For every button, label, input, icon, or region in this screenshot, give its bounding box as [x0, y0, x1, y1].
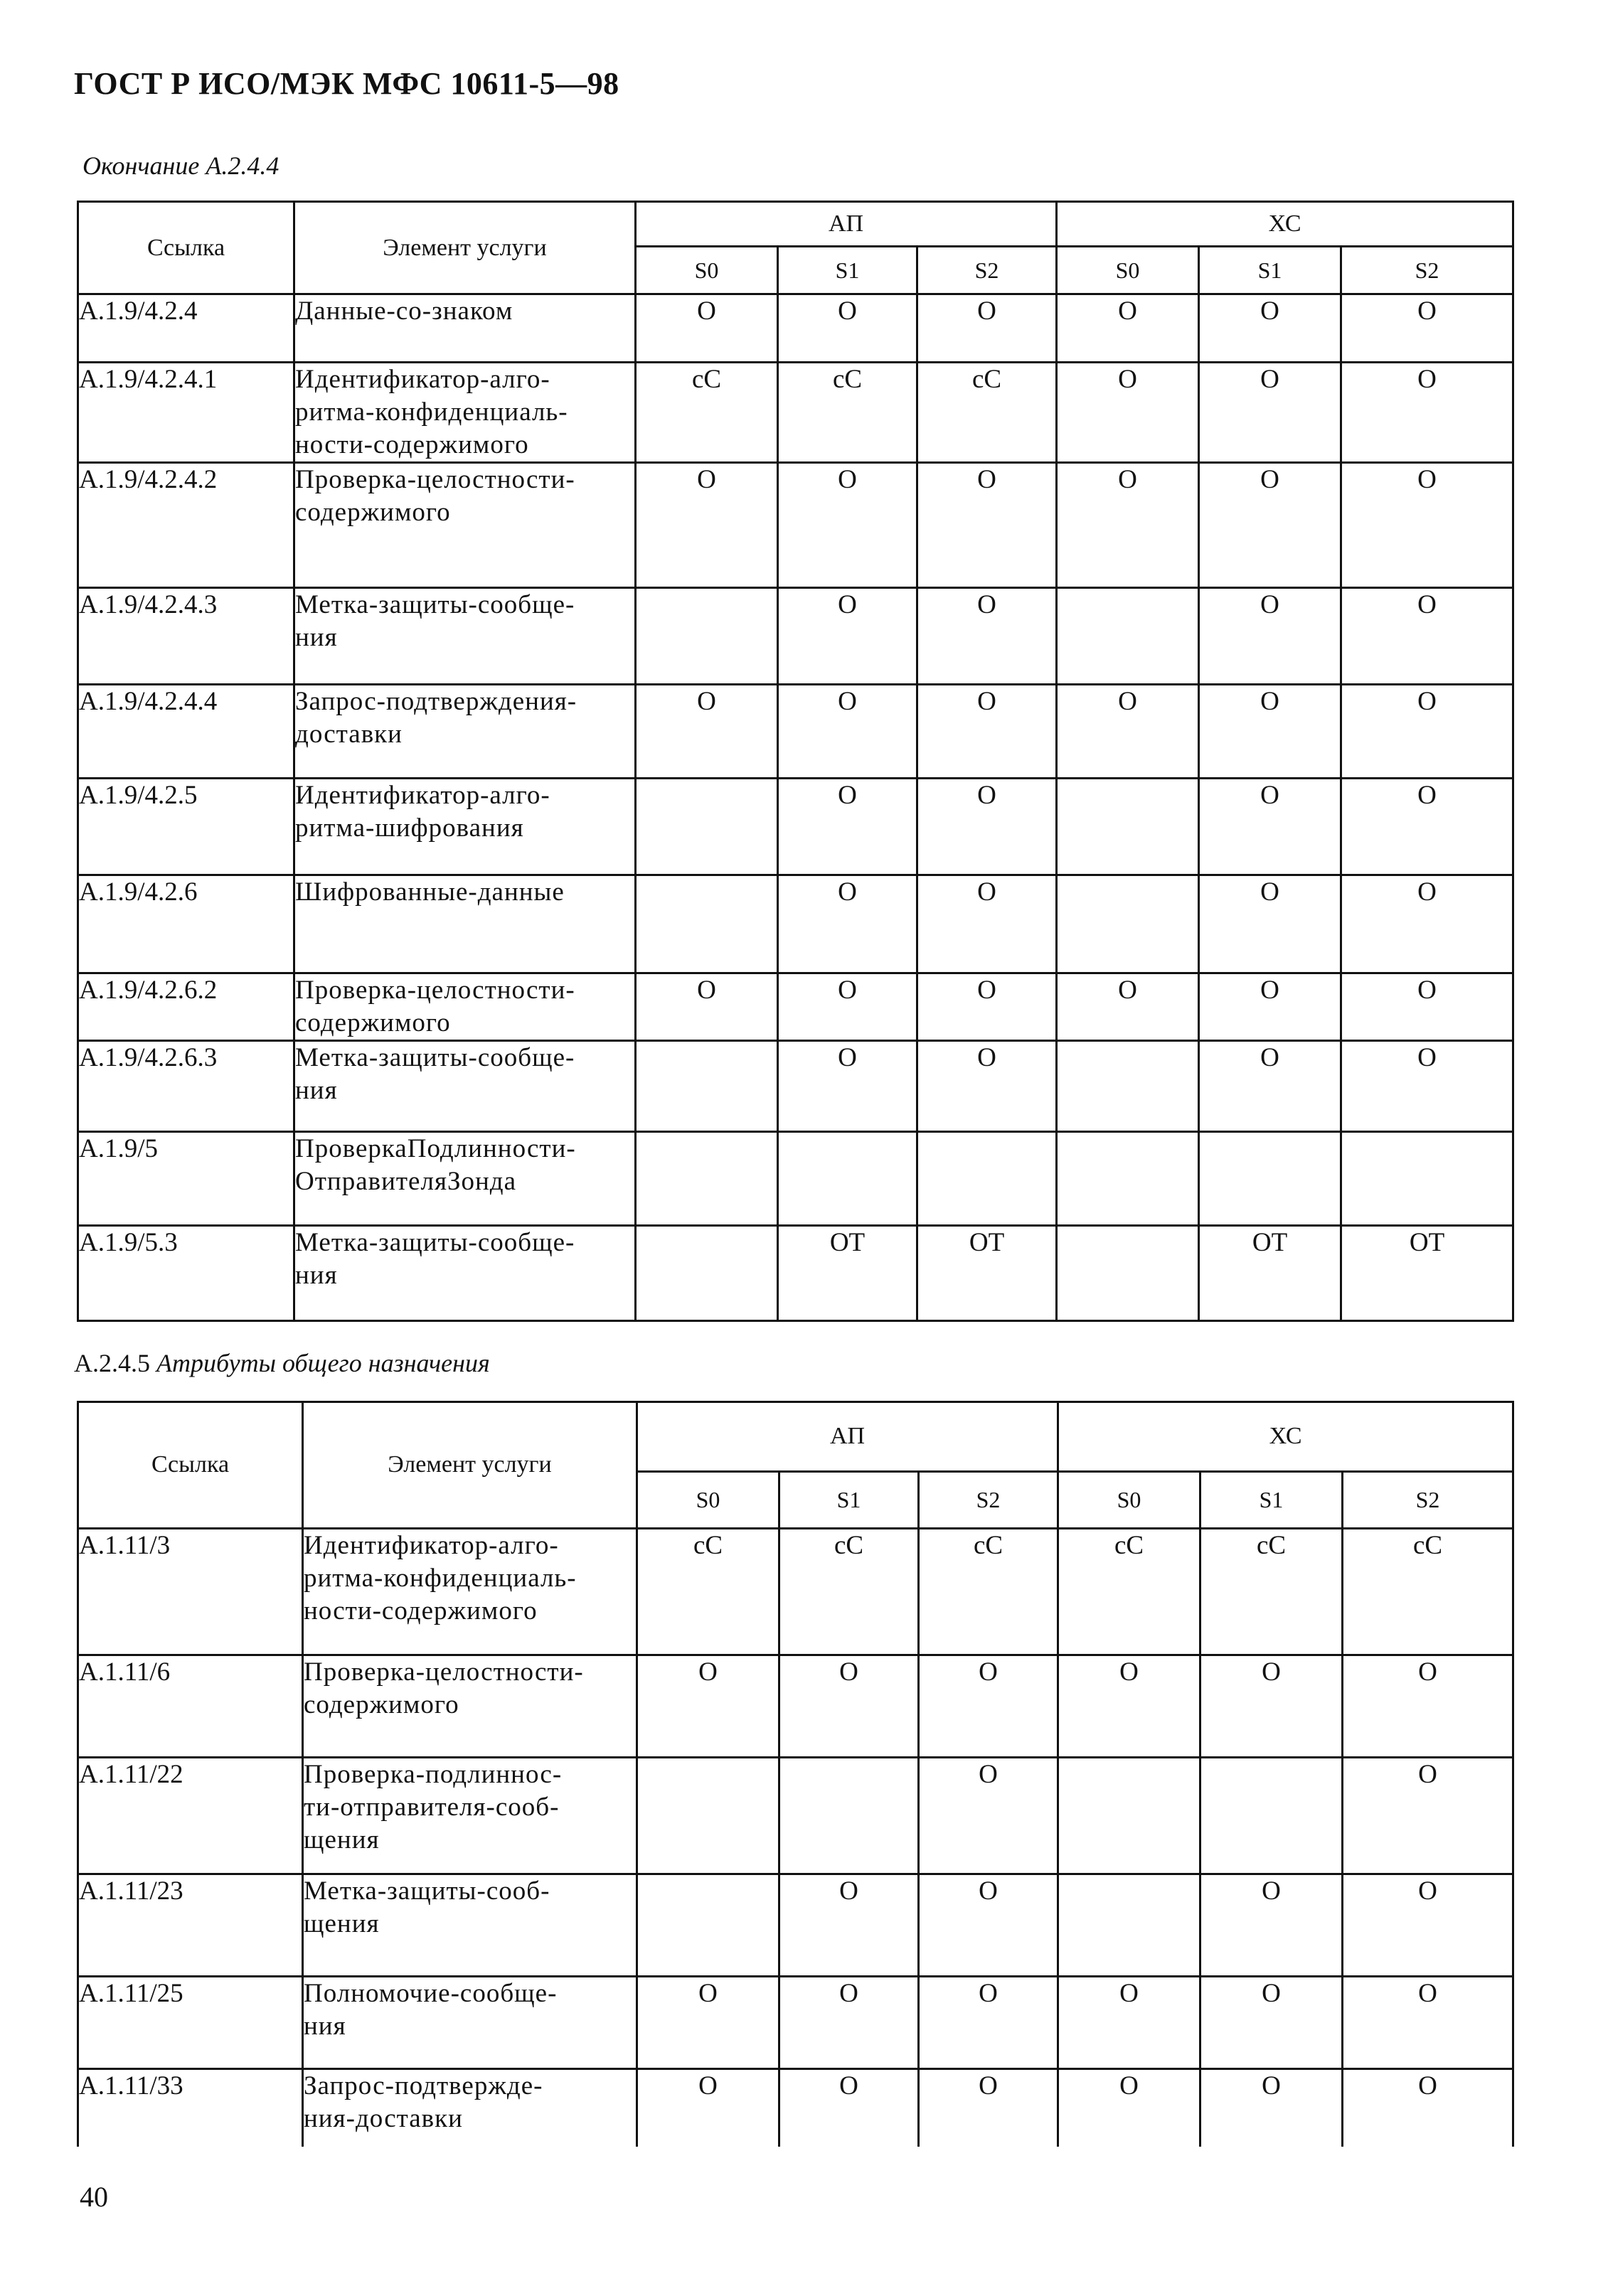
value-cell-xc-s2: O: [1341, 363, 1513, 463]
table-row: [78, 779, 1513, 875]
value-cell-ap-s0: [636, 779, 778, 875]
column-header-ap-s2: S2: [919, 1471, 1058, 1528]
value-cell-ap-s2: cC: [919, 1528, 1058, 1655]
table-row: [78, 588, 1513, 685]
value-cell-xc-s1: O: [1200, 1976, 1343, 2068]
service-element-line: ния: [295, 623, 338, 652]
value-cell-ap-s0: [636, 875, 778, 973]
column-header-element: Элемент услуги: [294, 202, 636, 294]
page-number: 40: [80, 2181, 108, 2213]
value-cell-xc-s1: [1200, 1757, 1343, 1874]
value-cell-ap-s0: O: [636, 463, 778, 588]
value-cell-ap-s1: O: [779, 1655, 919, 1757]
service-element-cell: [294, 973, 636, 1041]
column-header-xc-s1: S1: [1200, 1471, 1343, 1528]
reference-cell: А.1.9/4.2.6.2: [78, 973, 294, 1041]
value-cell-ap-s2: cC: [917, 363, 1057, 463]
value-cell-xc-s0: [1057, 1132, 1199, 1226]
column-header-ref: Ссылка: [78, 202, 294, 294]
service-element-line: щения: [304, 1908, 380, 1938]
value-cell-xc-s0: O: [1058, 1655, 1200, 1757]
service-element-cell: [294, 779, 636, 875]
value-cell-ap-s1: OT: [778, 1226, 917, 1321]
value-cell-xc-s2: O: [1341, 1041, 1513, 1132]
reference-cell: А.1.11/22: [78, 1757, 303, 1874]
service-element-line: Проверка-целостности-: [304, 1657, 584, 1687]
service-element-cell: [303, 1757, 637, 1874]
value-cell-xc-s2: [1341, 1132, 1513, 1226]
continuation-label: Окончание А.2.4.4: [82, 151, 279, 180]
value-cell-xc-s2: O: [1343, 2068, 1513, 2147]
value-cell-xc-s2: O: [1341, 685, 1513, 779]
reference-cell: А.1.9/4.2.4.1: [78, 363, 294, 463]
value-cell-ap-s1: [778, 1132, 917, 1226]
service-element-line: Метка-защиты-сообще-: [295, 1228, 575, 1257]
value-cell-ap-s1: O: [779, 1874, 919, 1976]
column-header-xc-s0: S0: [1057, 247, 1199, 294]
service-element-cell: [303, 2068, 637, 2147]
value-cell-xc-s0: [1058, 1874, 1200, 1976]
value-cell-xc-s0: O: [1057, 973, 1199, 1041]
table-row: [78, 463, 1513, 588]
value-cell-xc-s1: O: [1199, 363, 1341, 463]
value-cell-xc-s2: O: [1343, 1655, 1513, 1757]
value-cell-ap-s2: [917, 1132, 1057, 1226]
value-cell-ap-s1: O: [778, 973, 917, 1041]
reference-cell: А.1.9/4.2.5: [78, 779, 294, 875]
value-cell-ap-s1: O: [778, 1041, 917, 1132]
value-cell-xc-s0: [1058, 1757, 1200, 1874]
value-cell-ap-s2: O: [917, 875, 1057, 973]
reference-cell: А.1.9/4.2.4.3: [78, 588, 294, 685]
value-cell-xc-s0: O: [1057, 294, 1199, 363]
service-element-line: содержимого: [295, 498, 451, 527]
table-row: [78, 1976, 1513, 2068]
service-element-line: содержимого: [295, 1008, 451, 1037]
value-cell-xc-s0: cC: [1058, 1528, 1200, 1655]
table-row: [78, 875, 1513, 973]
service-element-line: Метка-защиты-сообще-: [295, 1043, 575, 1072]
table-row: [78, 1757, 1513, 1874]
column-group-ap: АП: [636, 202, 1057, 247]
value-cell-ap-s1: O: [778, 463, 917, 588]
service-element-cell: [303, 1976, 637, 2068]
service-element-line: щения: [304, 1825, 380, 1854]
service-element-line: Идентификатор-алго-: [295, 781, 550, 810]
value-cell-xc-s2: O: [1341, 875, 1513, 973]
value-cell-xc-s2: O: [1341, 779, 1513, 875]
column-header-xc-s2: S2: [1341, 247, 1513, 294]
value-cell-xc-s1: O: [1199, 973, 1341, 1041]
value-cell-ap-s2: O: [919, 1757, 1058, 1874]
table-row: [78, 1874, 1513, 1976]
table-row: [78, 1226, 1513, 1321]
service-element-line: ния: [304, 2011, 346, 2041]
value-cell-ap-s1: O: [779, 2068, 919, 2147]
value-cell-xc-s1: cC: [1200, 1528, 1343, 1655]
column-header-ap-s0: S0: [637, 1471, 779, 1528]
column-group-xc: ХС: [1058, 1402, 1513, 1472]
service-element-line: Идентификатор-алго-: [295, 365, 550, 394]
service-element-cell: [294, 363, 636, 463]
table-row: [78, 1041, 1513, 1132]
reference-cell: А.1.11/33: [78, 2068, 303, 2147]
document-header: ГОСТ Р ИСО/МЭК МФС 10611-5—98: [74, 66, 619, 101]
value-cell-ap-s0: O: [636, 685, 778, 779]
section-title: [74, 1348, 490, 1378]
reference-cell: А.1.9/4.2.4.4: [78, 685, 294, 779]
value-cell-ap-s0: [636, 1226, 778, 1321]
service-element-line: Метка-защиты-сообще-: [295, 590, 575, 619]
value-cell-xc-s1: O: [1200, 1655, 1343, 1757]
reference-cell: А.1.11/23: [78, 1874, 303, 1976]
service-element-cell: [294, 685, 636, 779]
value-cell-xc-s1: O: [1199, 463, 1341, 588]
service-element-line: ПроверкаПодлинности-: [295, 1134, 576, 1163]
value-cell-xc-s0: O: [1057, 463, 1199, 588]
value-cell-ap-s2: O: [917, 588, 1057, 685]
value-cell-xc-s1: O: [1199, 1041, 1341, 1132]
service-element-line: ОтправителяЗонда: [295, 1167, 517, 1196]
value-cell-xc-s0: O: [1057, 685, 1199, 779]
value-cell-xc-s1: O: [1199, 685, 1341, 779]
service-element-line: ния: [295, 1076, 338, 1105]
reference-cell: А.1.9/5.3: [78, 1226, 294, 1321]
value-cell-ap-s0: O: [636, 294, 778, 363]
service-element-cell: [294, 1226, 636, 1321]
section-name: Атрибуты общего назначения: [156, 1349, 490, 1377]
service-element-line: ритма-конфиденциаль-: [304, 1563, 577, 1593]
value-cell-ap-s1: O: [779, 1976, 919, 2068]
value-cell-ap-s0: O: [637, 1655, 779, 1757]
value-cell-ap-s2: O: [917, 973, 1057, 1041]
value-cell-xc-s1: O: [1200, 2068, 1343, 2147]
column-header-element: Элемент услуги: [303, 1402, 637, 1529]
value-cell-xc-s0: [1057, 1041, 1199, 1132]
column-header-ap-s1: S1: [779, 1471, 919, 1528]
service-element-line: ности-содержимого: [295, 430, 529, 459]
service-element-line: Проверка-подлиннос-: [304, 1759, 563, 1789]
service-element-line: ти-отправителя-сооб-: [304, 1792, 560, 1822]
value-cell-xc-s1: [1199, 1132, 1341, 1226]
value-cell-ap-s1: O: [778, 779, 917, 875]
service-element-cell: [303, 1874, 637, 1976]
value-cell-ap-s2: O: [917, 779, 1057, 875]
value-cell-ap-s0: [637, 1757, 779, 1874]
value-cell-xc-s2: O: [1341, 588, 1513, 685]
service-element-cell: [294, 875, 636, 973]
reference-cell: А.1.9/4.2.4.2: [78, 463, 294, 588]
value-cell-xc-s2: O: [1343, 1874, 1513, 1976]
value-cell-ap-s0: [636, 1132, 778, 1226]
value-cell-xc-s2: O: [1341, 973, 1513, 1041]
service-element-line: Данные-со-знаком: [295, 297, 513, 326]
reference-cell: А.1.9/5: [78, 1132, 294, 1226]
service-element-cell: [294, 294, 636, 363]
service-element-line: содержимого: [304, 1689, 459, 1719]
value-cell-xc-s1: O: [1199, 875, 1341, 973]
column-header-xc-s0: S0: [1058, 1471, 1200, 1528]
value-cell-ap-s1: [779, 1757, 919, 1874]
value-cell-ap-s2: O: [919, 1655, 1058, 1757]
table-row: [78, 2068, 1513, 2147]
service-element-line: Шифрованные-данные: [295, 877, 565, 907]
value-cell-xc-s2: O: [1343, 1976, 1513, 2068]
reference-cell: А.1.9/4.2.6: [78, 875, 294, 973]
value-cell-ap-s0: [636, 1041, 778, 1132]
value-cell-ap-s1: cC: [778, 363, 917, 463]
value-cell-xc-s0: O: [1057, 363, 1199, 463]
requirements-table-a245: [77, 1401, 1514, 2147]
column-header-ap-s1: S1: [778, 247, 917, 294]
value-cell-ap-s1: O: [778, 588, 917, 685]
table-row: [78, 1528, 1513, 1655]
value-cell-xc-s0: [1057, 875, 1199, 973]
value-cell-ap-s2: O: [917, 463, 1057, 588]
value-cell-ap-s1: O: [778, 294, 917, 363]
column-header-xc-s1: S1: [1199, 247, 1341, 294]
service-element-cell: [303, 1528, 637, 1655]
reference-cell: А.1.11/6: [78, 1655, 303, 1757]
requirements-table-a244: [77, 201, 1514, 1322]
service-element-cell: [294, 1132, 636, 1226]
service-element-line: доставки: [295, 720, 403, 749]
value-cell-ap-s0: O: [636, 973, 778, 1041]
service-element-line: ния-доставки: [304, 2103, 463, 2133]
value-cell-xc-s1: O: [1199, 294, 1341, 363]
reference-cell: А.1.9/4.2.6.3: [78, 1041, 294, 1132]
value-cell-ap-s1: cC: [779, 1528, 919, 1655]
value-cell-xc-s0: O: [1058, 1976, 1200, 2068]
value-cell-ap-s2: O: [917, 685, 1057, 779]
service-element-line: ритма-конфиденциаль-: [295, 397, 568, 427]
service-element-line: Метка-защиты-сооб-: [304, 1876, 550, 1906]
value-cell-ap-s1: O: [778, 875, 917, 973]
value-cell-xc-s2: O: [1343, 1757, 1513, 1874]
column-group-ap: АП: [637, 1402, 1058, 1472]
value-cell-ap-s1: O: [778, 685, 917, 779]
column-group-xc: ХС: [1057, 202, 1513, 247]
value-cell-xc-s1: O: [1200, 1874, 1343, 1976]
value-cell-xc-s1: O: [1199, 779, 1341, 875]
service-element-line: Запрос-подтверждения-: [295, 687, 577, 716]
value-cell-ap-s0: cC: [637, 1528, 779, 1655]
table-row: [78, 294, 1513, 363]
reference-cell: А.1.9/4.2.4: [78, 294, 294, 363]
value-cell-ap-s2: O: [917, 1041, 1057, 1132]
column-header-xc-s2: S2: [1343, 1471, 1513, 1528]
value-cell-xc-s2: O: [1341, 463, 1513, 588]
value-cell-ap-s2: O: [919, 2068, 1058, 2147]
table-row: [78, 685, 1513, 779]
value-cell-ap-s0: [636, 588, 778, 685]
value-cell-ap-s0: [637, 1874, 779, 1976]
value-cell-xc-s1: O: [1199, 588, 1341, 685]
service-element-line: Идентификатор-алго-: [304, 1530, 559, 1560]
value-cell-ap-s2: O: [919, 1874, 1058, 1976]
service-element-line: ритма-шифрования: [295, 813, 524, 843]
value-cell-ap-s0: O: [637, 1976, 779, 2068]
value-cell-xc-s0: O: [1058, 2068, 1200, 2147]
table-row: [78, 363, 1513, 463]
service-element-line: ности-содержимого: [304, 1596, 538, 1625]
column-header-ap-s0: S0: [636, 247, 778, 294]
value-cell-ap-s0: cC: [636, 363, 778, 463]
column-header-ap-s2: S2: [917, 247, 1057, 294]
value-cell-xc-s2: O: [1341, 294, 1513, 363]
service-element-cell: [294, 463, 636, 588]
column-header-ref: Ссылка: [78, 1402, 303, 1529]
value-cell-ap-s2: O: [917, 294, 1057, 363]
value-cell-xc-s2: cC: [1343, 1528, 1513, 1655]
section-number: А.2.4.5: [74, 1349, 150, 1377]
service-element-line: Проверка-целостности-: [295, 976, 575, 1005]
table-row: [78, 973, 1513, 1041]
reference-cell: А.1.11/3: [78, 1528, 303, 1655]
table-row: [78, 1655, 1513, 1757]
value-cell-xc-s1: OT: [1199, 1226, 1341, 1321]
service-element-line: Запрос-подтвержде-: [304, 2071, 543, 2100]
value-cell-xc-s0: [1057, 1226, 1199, 1321]
service-element-line: Проверка-целостности-: [295, 465, 575, 494]
value-cell-xc-s2: OT: [1341, 1226, 1513, 1321]
service-element-line: ния: [295, 1261, 338, 1290]
service-element-cell: [294, 588, 636, 685]
value-cell-ap-s0: O: [637, 2068, 779, 2147]
value-cell-xc-s0: [1057, 588, 1199, 685]
value-cell-xc-s0: [1057, 779, 1199, 875]
service-element-cell: [303, 1655, 637, 1757]
service-element-cell: [294, 1041, 636, 1132]
value-cell-ap-s2: OT: [917, 1226, 1057, 1321]
value-cell-ap-s2: O: [919, 1976, 1058, 2068]
service-element-line: Полномочие-сообще-: [304, 1978, 558, 2008]
table-row: [78, 1132, 1513, 1226]
reference-cell: А.1.11/25: [78, 1976, 303, 2068]
